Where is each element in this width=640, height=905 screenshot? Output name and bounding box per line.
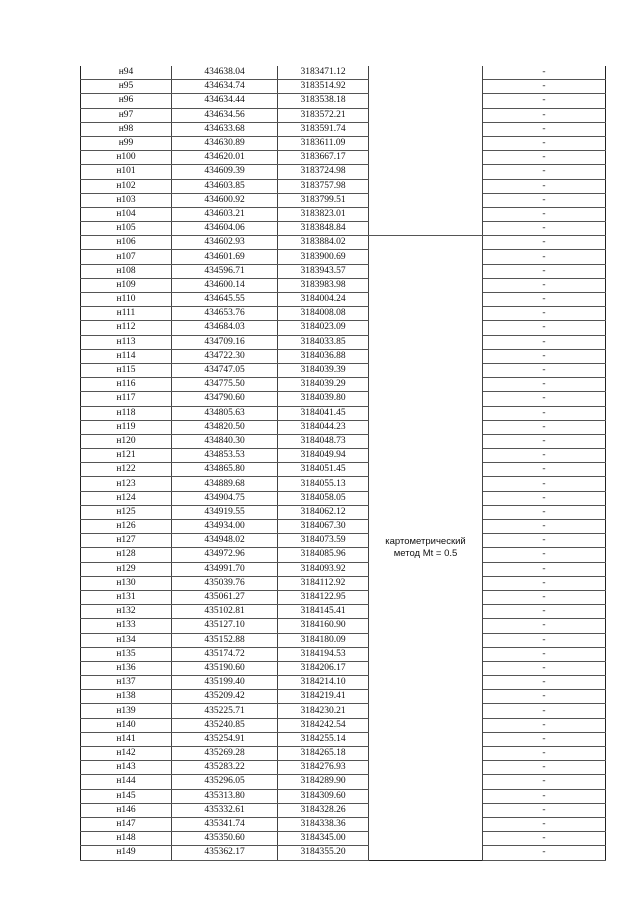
note-dash-cell: - (483, 491, 606, 505)
point-name-cell: н111 (81, 307, 172, 321)
y-coordinate-cell: 3184160.90 (278, 619, 369, 633)
note-dash-cell: - (483, 179, 606, 193)
y-coordinate-cell: 3183667.17 (278, 151, 369, 165)
x-coordinate-cell: 434645.55 (172, 293, 278, 307)
point-name-cell: н107 (81, 250, 172, 264)
point-name-cell: н101 (81, 165, 172, 179)
y-coordinate-cell: 3184067.30 (278, 520, 369, 534)
note-dash-cell: - (483, 264, 606, 278)
point-name-cell: н135 (81, 647, 172, 661)
table-row (81, 179, 606, 193)
note-dash-cell: - (483, 846, 606, 860)
x-coordinate-cell: 434790.60 (172, 392, 278, 406)
x-coordinate-cell: 435190.60 (172, 661, 278, 675)
x-coordinate-cell: 434634.44 (172, 94, 278, 108)
point-name-cell: н145 (81, 789, 172, 803)
x-coordinate-cell: 435199.40 (172, 676, 278, 690)
point-name-cell: н96 (81, 94, 172, 108)
point-name-cell: н103 (81, 193, 172, 207)
note-dash-cell: - (483, 278, 606, 292)
note-dash-cell: - (483, 534, 606, 548)
x-coordinate-cell: 435283.22 (172, 761, 278, 775)
y-coordinate-cell: 3184338.36 (278, 817, 369, 831)
point-name-cell: н134 (81, 633, 172, 647)
note-dash-cell: - (483, 122, 606, 136)
y-coordinate-cell: 3184033.85 (278, 335, 369, 349)
table-row (81, 647, 606, 661)
note-dash-cell: - (483, 690, 606, 704)
point-name-cell: н131 (81, 590, 172, 604)
y-coordinate-cell: 3183591.74 (278, 122, 369, 136)
x-coordinate-cell: 435269.28 (172, 747, 278, 761)
point-name-cell: н109 (81, 278, 172, 292)
x-coordinate-cell: 435254.91 (172, 732, 278, 746)
y-coordinate-cell: 3184309.60 (278, 789, 369, 803)
x-coordinate-cell: 434603.21 (172, 207, 278, 221)
note-dash-cell: - (483, 817, 606, 831)
x-coordinate-cell: 435341.74 (172, 817, 278, 831)
point-name-cell: н128 (81, 548, 172, 562)
table-row (81, 363, 606, 377)
table-row (81, 278, 606, 292)
y-coordinate-cell: 3184039.29 (278, 378, 369, 392)
x-coordinate-cell: 434630.89 (172, 136, 278, 150)
method-note-line1: картометрический (385, 535, 466, 547)
note-dash-cell: - (483, 335, 606, 349)
table-row (81, 817, 606, 831)
x-coordinate-cell: 434919.55 (172, 505, 278, 519)
table-row (81, 108, 606, 122)
note-dash-cell: - (483, 477, 606, 491)
x-coordinate-cell: 434602.93 (172, 236, 278, 250)
note-dash-cell: - (483, 647, 606, 661)
y-coordinate-cell: 3183799.51 (278, 193, 369, 207)
note-dash-cell: - (483, 363, 606, 377)
point-name-cell: н104 (81, 207, 172, 221)
note-dash-cell: - (483, 732, 606, 746)
point-name-cell: н142 (81, 747, 172, 761)
x-coordinate-cell: 434653.76 (172, 307, 278, 321)
table-row (81, 136, 606, 150)
note-dash-cell: - (483, 747, 606, 761)
point-name-cell: н122 (81, 463, 172, 477)
y-coordinate-cell: 3184242.54 (278, 718, 369, 732)
x-coordinate-cell: 435350.60 (172, 832, 278, 846)
x-coordinate-cell: 434620.01 (172, 151, 278, 165)
note-dash-cell: - (483, 832, 606, 846)
y-coordinate-cell: 3184093.92 (278, 562, 369, 576)
point-name-cell: н146 (81, 803, 172, 817)
x-coordinate-cell: 434991.70 (172, 562, 278, 576)
note-dash-cell: - (483, 761, 606, 775)
x-coordinate-cell: 434638.04 (172, 66, 278, 80)
note-dash-cell: - (483, 633, 606, 647)
point-name-cell: н126 (81, 520, 172, 534)
x-coordinate-cell: 434722.30 (172, 349, 278, 363)
point-name-cell: н130 (81, 576, 172, 590)
method-note-cell (369, 236, 483, 860)
y-coordinate-cell: 3183724.98 (278, 165, 369, 179)
y-coordinate-cell: 3184265.18 (278, 747, 369, 761)
table-row (81, 803, 606, 817)
table-row (81, 534, 606, 548)
note-dash-cell: - (483, 463, 606, 477)
y-coordinate-cell: 3183884.02 (278, 236, 369, 250)
point-name-cell: н117 (81, 392, 172, 406)
table-row (81, 321, 606, 335)
note-dash-cell: - (483, 378, 606, 392)
x-coordinate-cell: 434948.02 (172, 534, 278, 548)
x-coordinate-cell: 434596.71 (172, 264, 278, 278)
x-coordinate-cell: 435313.80 (172, 789, 278, 803)
y-coordinate-cell: 3183943.57 (278, 264, 369, 278)
point-name-cell: н106 (81, 236, 172, 250)
point-name-cell: н140 (81, 718, 172, 732)
point-name-cell: н137 (81, 676, 172, 690)
y-coordinate-cell: 3184023.09 (278, 321, 369, 335)
table-row (81, 434, 606, 448)
y-coordinate-cell: 3184194.53 (278, 647, 369, 661)
table-row (81, 505, 606, 519)
x-coordinate-cell: 435102.81 (172, 605, 278, 619)
x-coordinate-cell: 434972.96 (172, 548, 278, 562)
table-row (81, 520, 606, 534)
point-name-cell: н105 (81, 222, 172, 236)
table-row (81, 349, 606, 363)
point-name-cell: н127 (81, 534, 172, 548)
point-name-cell: н147 (81, 817, 172, 831)
table-row (81, 605, 606, 619)
table-row (81, 732, 606, 746)
table-row (81, 406, 606, 420)
note-dash-cell: - (483, 293, 606, 307)
note-dash-cell: - (483, 108, 606, 122)
table-row (81, 619, 606, 633)
point-name-cell: н112 (81, 321, 172, 335)
note-dash-cell: - (483, 718, 606, 732)
note-dash-cell: - (483, 250, 606, 264)
note-dash-cell: - (483, 704, 606, 718)
point-name-cell: н132 (81, 605, 172, 619)
point-name-cell: н97 (81, 108, 172, 122)
point-name-cell: н138 (81, 690, 172, 704)
note-dash-cell: - (483, 136, 606, 150)
y-coordinate-cell: 3184355.20 (278, 846, 369, 860)
y-coordinate-cell: 3183611.09 (278, 136, 369, 150)
x-coordinate-cell: 435296.05 (172, 775, 278, 789)
point-name-cell: н102 (81, 179, 172, 193)
coordinates-table-body (81, 66, 606, 860)
table-row (81, 122, 606, 136)
y-coordinate-cell: 3184049.94 (278, 449, 369, 463)
note-dash-cell: - (483, 548, 606, 562)
y-coordinate-cell: 3183983.98 (278, 278, 369, 292)
note-dash-cell: - (483, 207, 606, 221)
x-coordinate-cell: 434684.03 (172, 321, 278, 335)
note-dash-cell: - (483, 676, 606, 690)
note-dash-cell: - (483, 392, 606, 406)
point-name-cell: н136 (81, 661, 172, 675)
x-coordinate-cell: 434633.68 (172, 122, 278, 136)
point-name-cell: н114 (81, 349, 172, 363)
table-row (81, 633, 606, 647)
point-name-cell: н133 (81, 619, 172, 633)
point-name-cell: н149 (81, 846, 172, 860)
x-coordinate-cell: 435061.27 (172, 590, 278, 604)
point-name-cell: н144 (81, 775, 172, 789)
table-row (81, 420, 606, 434)
point-name-cell: н139 (81, 704, 172, 718)
x-coordinate-cell: 434634.56 (172, 108, 278, 122)
point-name-cell: н123 (81, 477, 172, 491)
table-row (81, 463, 606, 477)
point-name-cell: н118 (81, 406, 172, 420)
y-coordinate-cell: 3183471.12 (278, 66, 369, 80)
x-coordinate-cell: 434889.68 (172, 477, 278, 491)
table-row (81, 747, 606, 761)
y-coordinate-cell: 3184230.21 (278, 704, 369, 718)
y-coordinate-cell: 3183823.01 (278, 207, 369, 221)
table-row (81, 846, 606, 860)
point-name-cell: н108 (81, 264, 172, 278)
x-coordinate-cell: 435362.17 (172, 846, 278, 860)
note-dash-cell: - (483, 406, 606, 420)
y-coordinate-cell: 3184036.88 (278, 349, 369, 363)
x-coordinate-cell: 435152.88 (172, 633, 278, 647)
y-coordinate-cell: 3184276.93 (278, 761, 369, 775)
table-row (81, 307, 606, 321)
note-dash-cell: - (483, 307, 606, 321)
x-coordinate-cell: 434601.69 (172, 250, 278, 264)
note-dash-cell: - (483, 576, 606, 590)
y-coordinate-cell: 3183848.84 (278, 222, 369, 236)
coordinates-table (80, 66, 606, 861)
y-coordinate-cell: 3184206.17 (278, 661, 369, 675)
x-coordinate-cell: 434865.80 (172, 463, 278, 477)
table-row (81, 165, 606, 179)
y-coordinate-cell: 3184039.39 (278, 363, 369, 377)
table-row (81, 94, 606, 108)
point-name-cell: н113 (81, 335, 172, 349)
y-coordinate-cell: 3184180.09 (278, 633, 369, 647)
method-note-line2: метод Mt = 0.5 (393, 547, 458, 559)
x-coordinate-cell: 434904.75 (172, 491, 278, 505)
y-coordinate-cell: 3184112.92 (278, 576, 369, 590)
note-dash-cell: - (483, 193, 606, 207)
y-coordinate-cell: 3183900.69 (278, 250, 369, 264)
x-coordinate-cell: 435039.76 (172, 576, 278, 590)
point-name-cell: н129 (81, 562, 172, 576)
table-row (81, 590, 606, 604)
x-coordinate-cell: 434775.50 (172, 378, 278, 392)
table-row (81, 293, 606, 307)
note-dash-cell: - (483, 661, 606, 675)
y-coordinate-cell: 3184328.26 (278, 803, 369, 817)
table-row (81, 151, 606, 165)
y-coordinate-cell: 3184289.90 (278, 775, 369, 789)
x-coordinate-cell: 435209.42 (172, 690, 278, 704)
y-coordinate-cell: 3184008.08 (278, 307, 369, 321)
table-row (81, 562, 606, 576)
point-name-cell: н124 (81, 491, 172, 505)
y-coordinate-cell: 3184004.24 (278, 293, 369, 307)
point-name-cell: н125 (81, 505, 172, 519)
note-dash-cell: - (483, 449, 606, 463)
y-coordinate-cell: 3184044.23 (278, 420, 369, 434)
note-dash-cell: - (483, 605, 606, 619)
table-row (81, 676, 606, 690)
x-coordinate-cell: 434853.53 (172, 449, 278, 463)
y-coordinate-cell: 3184048.73 (278, 434, 369, 448)
x-coordinate-cell: 434820.50 (172, 420, 278, 434)
note-dash-cell: - (483, 151, 606, 165)
table-row (81, 193, 606, 207)
note-dash-cell: - (483, 562, 606, 576)
point-name-cell: н120 (81, 434, 172, 448)
x-coordinate-cell: 435127.10 (172, 619, 278, 633)
y-coordinate-cell: 3184345.00 (278, 832, 369, 846)
x-coordinate-cell: 435174.72 (172, 647, 278, 661)
x-coordinate-cell: 435240.85 (172, 718, 278, 732)
y-coordinate-cell: 3184062.12 (278, 505, 369, 519)
y-coordinate-cell: 3184073.59 (278, 534, 369, 548)
x-coordinate-cell: 434604.06 (172, 222, 278, 236)
y-coordinate-cell: 3184145.41 (278, 605, 369, 619)
point-name-cell: н110 (81, 293, 172, 307)
table-row (81, 704, 606, 718)
y-coordinate-cell: 3184041.45 (278, 406, 369, 420)
table-row (81, 548, 606, 562)
y-coordinate-cell: 3183538.18 (278, 94, 369, 108)
note-dash-cell: - (483, 590, 606, 604)
table-row (81, 449, 606, 463)
x-coordinate-cell: 434747.05 (172, 363, 278, 377)
point-name-cell: н148 (81, 832, 172, 846)
table-row (81, 236, 606, 250)
table-row (81, 718, 606, 732)
note-dash-cell: - (483, 94, 606, 108)
y-coordinate-cell: 3184122.95 (278, 590, 369, 604)
note-dash-cell: - (483, 165, 606, 179)
y-coordinate-cell: 3184255.14 (278, 732, 369, 746)
x-coordinate-cell: 434840.30 (172, 434, 278, 448)
note-dash-cell: - (483, 420, 606, 434)
x-coordinate-cell: 434600.14 (172, 278, 278, 292)
table-row (81, 80, 606, 94)
table-row (81, 761, 606, 775)
table-row (81, 576, 606, 590)
y-coordinate-cell: 3184085.96 (278, 548, 369, 562)
table-row (81, 491, 606, 505)
x-coordinate-cell: 434709.16 (172, 335, 278, 349)
x-coordinate-cell: 434805.63 (172, 406, 278, 420)
y-coordinate-cell: 3184058.05 (278, 491, 369, 505)
note-dash-cell: - (483, 222, 606, 236)
x-coordinate-cell: 434603.85 (172, 179, 278, 193)
table-row (81, 477, 606, 491)
method-cell-empty (369, 66, 483, 236)
table-row (81, 335, 606, 349)
note-dash-cell: - (483, 505, 606, 519)
note-dash-cell: - (483, 80, 606, 94)
y-coordinate-cell: 3184039.80 (278, 392, 369, 406)
x-coordinate-cell: 435332.61 (172, 803, 278, 817)
table-row (81, 66, 606, 80)
table-row (81, 222, 606, 236)
y-coordinate-cell: 3184219.41 (278, 690, 369, 704)
note-dash-cell: - (483, 349, 606, 363)
note-dash-cell: - (483, 619, 606, 633)
y-coordinate-cell: 3183757.98 (278, 179, 369, 193)
point-name-cell: н141 (81, 732, 172, 746)
note-dash-cell: - (483, 775, 606, 789)
y-coordinate-cell: 3183514.92 (278, 80, 369, 94)
note-dash-cell: - (483, 66, 606, 80)
x-coordinate-cell: 434634.74 (172, 80, 278, 94)
table-row (81, 264, 606, 278)
x-coordinate-cell: 434934.00 (172, 520, 278, 534)
table-row (81, 789, 606, 803)
table-row (81, 775, 606, 789)
table-row (81, 392, 606, 406)
note-dash-cell: - (483, 789, 606, 803)
point-name-cell: н98 (81, 122, 172, 136)
table-row (81, 832, 606, 846)
point-name-cell: н94 (81, 66, 172, 80)
note-dash-cell: - (483, 803, 606, 817)
point-name-cell: н99 (81, 136, 172, 150)
y-coordinate-cell: 3184055.13 (278, 477, 369, 491)
point-name-cell: н115 (81, 363, 172, 377)
point-name-cell: н95 (81, 80, 172, 94)
note-dash-cell: - (483, 236, 606, 250)
point-name-cell: н116 (81, 378, 172, 392)
point-name-cell: н119 (81, 420, 172, 434)
table-row (81, 250, 606, 264)
x-coordinate-cell: 435225.71 (172, 704, 278, 718)
x-coordinate-cell: 434600.92 (172, 193, 278, 207)
note-dash-cell: - (483, 520, 606, 534)
y-coordinate-cell: 3184214.10 (278, 676, 369, 690)
point-name-cell: н121 (81, 449, 172, 463)
x-coordinate-cell: 434609.39 (172, 165, 278, 179)
note-dash-cell: - (483, 321, 606, 335)
y-coordinate-cell: 3184051.45 (278, 463, 369, 477)
point-name-cell: н143 (81, 761, 172, 775)
table-row (81, 661, 606, 675)
table-row (81, 207, 606, 221)
note-dash-cell: - (483, 434, 606, 448)
table-row (81, 378, 606, 392)
table-row (81, 690, 606, 704)
point-name-cell: н100 (81, 151, 172, 165)
y-coordinate-cell: 3183572.21 (278, 108, 369, 122)
